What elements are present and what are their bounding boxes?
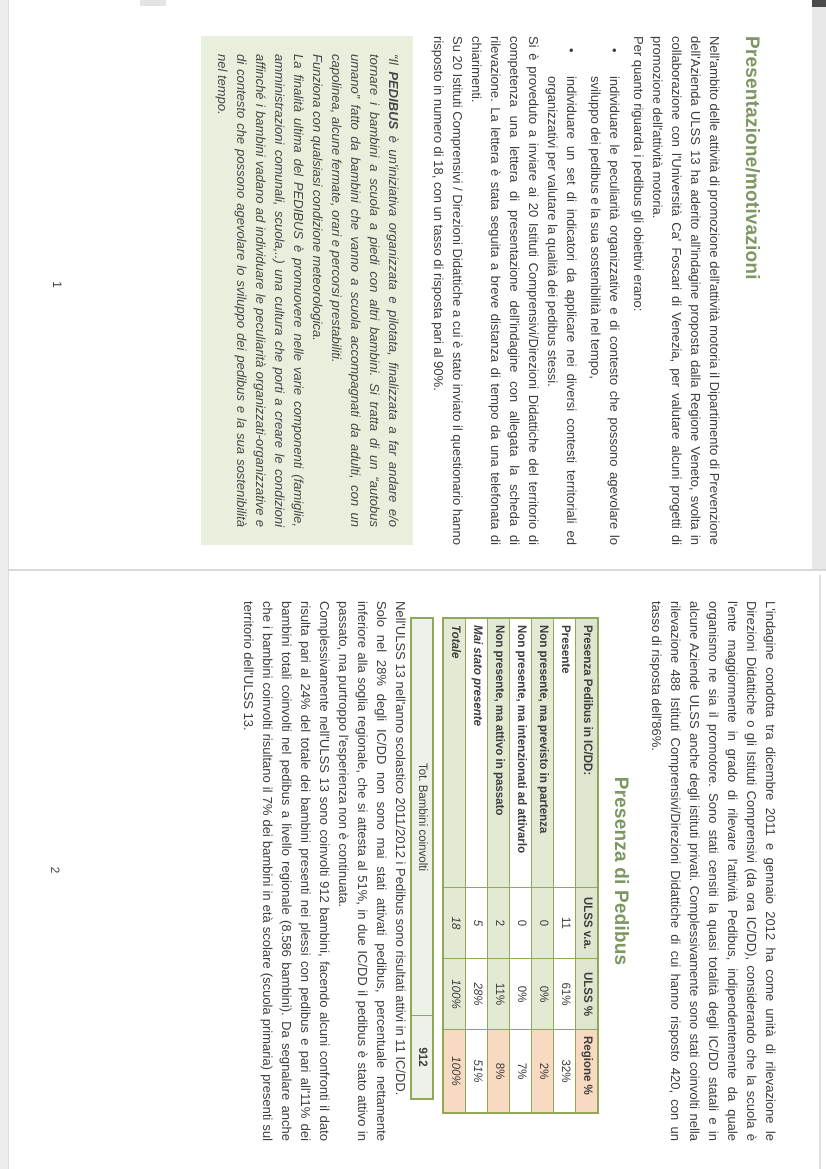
cell-regione-pct: 7%: [510, 1030, 532, 1114]
page-2: [8, 571, 826, 1169]
cell-ulss-va: 18: [443, 888, 466, 959]
table-row: [488, 618, 510, 1113]
cell-ulss-va: 11: [554, 888, 576, 959]
table-row: [532, 618, 554, 1113]
row-label: Presente: [554, 618, 576, 888]
page-2-content: [8, 571, 826, 1169]
row-label: Non presente, ma previsto in partenza: [532, 618, 554, 888]
infobox-definition: [327, 54, 403, 527]
scan-bed-right: [812, 0, 826, 570]
scan-right-edge-line: [819, 575, 821, 1169]
page-divider-line: [8, 569, 826, 571]
cell-ulss-pct: 100%: [443, 959, 466, 1030]
scan-smudge: [140, 0, 166, 6]
row-label: Non presente, ma attivo in passato: [488, 618, 510, 888]
pedibus-term: PEDIBUS: [386, 71, 401, 130]
row-label: Mai stato presente: [466, 618, 488, 888]
cell-regione-pct: 51%: [466, 1030, 488, 1114]
pedibus-infobox: [201, 36, 413, 545]
scan-corner-mark: [812, 0, 826, 7]
response-paragraph: Su 20 Istituti Comprensivi / Direzioni Didattiche a cui è stato inviato il questionario hanno risposto in numero di 18, con un tasso di risposta pari al 90%.: [431, 36, 465, 545]
table-row: [466, 618, 488, 1113]
page-number: 1: [50, 281, 64, 288]
infobox-purpose: La finalità ultima del PEDIBUS è promuovere nelle varie componenti (famiglie, amministrazioni comunali, scuola,..) una cultura che porti a creare le condizioni affinché i bambini vadano ad individuare le peculiarità organizzati-organizzative e di contesto che possono agevolare lo sviluppo dei pedibus e la sua sostenibilità nel tempo.: [215, 54, 306, 527]
col-header-ulss-va: ULSS v.a.: [576, 888, 599, 959]
cell-ulss-va: 2: [488, 888, 510, 959]
pedibus-presence-table: [442, 617, 599, 1114]
table-header-row: [576, 618, 599, 1113]
cell-ulss-pct: 61%: [554, 959, 576, 1030]
survey-paragraph: L'indagine condotta tra dicembre 2011 e gennaio 2012 ha come unità di rilevazione le Direzioni Didattiche o gli Istituti Comprensivi (da ora IC/DD), considerando che la scuola è l'ente maggiormente in grado di rilevare l'attività Pedibus, indipendentemente da quale organismo ne sia il promotore. Sono stati censiti la quasi totalità degli IC/DD statali e in alcune Aziende ULSS anche degli istituti privati. Complessivamente sono stati coinvolti nella rilevazione 488 Istituti Comprensivi/Direzioni Didattiche di cui hanno risposto 420, con un tasso di risposta dell'86%.: [649, 601, 778, 1141]
cell-ulss-pct: 11%: [488, 959, 510, 1030]
row-label: Totale: [443, 618, 466, 888]
section-heading: Presenza di Pedibus: [610, 776, 631, 966]
page-1-content: [8, 0, 812, 569]
table-row: [554, 618, 576, 1113]
cell-regione-pct: 2%: [532, 1030, 554, 1114]
totals-row: [443, 618, 466, 1113]
percentage-paragraph: Solo nel 28% degli IC/DD non sono mai stati attivati pedibus, percentuale nettamente inferiore alla soglia regionale, che si attesta al 51%, in due IC/DD il pedibus è stato attivo in passato, ma purtroppo l'esperienza non è continuata.: [336, 601, 389, 1141]
children-total-row: [410, 617, 434, 1100]
cell-ulss-pct: 28%: [466, 959, 488, 1030]
page-number: 2: [48, 866, 62, 874]
intro-paragraph: Nell'ambito delle attività di promozione dell'attività motoria il Dipartimento di Prevenzione dell'Azienda ULSS 13 ha aderito all'indagine proposta dalla Regione Veneto, svolta in collaborazione con l'Università Ca' Foscari di Venezia, per valutare alcuni progetti di promozione dell'attività motoria.: [650, 36, 722, 545]
scan-left-edge: [0, 0, 9, 1169]
children-total-label: Tot. Bambini coinvolti: [411, 618, 433, 1016]
infobox-weather-note: Funziona con qualsiasi condizione meteorologica.: [310, 54, 325, 341]
page-1: [8, 0, 812, 569]
cell-ulss-pct: 0%: [532, 959, 554, 1030]
bullet-text: individuare le peculiarità organizzative e di contesto che possono agevolare lo sviluppo dei pedibus e la sua sostenibilità nel tempo,: [588, 76, 622, 545]
cell-regione-pct: 100%: [443, 1030, 466, 1114]
page-title: Presentazione/motivazioni: [741, 36, 762, 280]
infobox-definition-text: è un'iniziativa organizzata e pilotata, finalizzata a far andare e/o tornare i bambini a scuola a piedi con altri bambini. Si tratta di un “autobus umano” fatto da bambini che vanno a scuola accompagnati da adulti, con un capolinea, alcune fermate, orari e percorsi prestabiliti.: [329, 54, 401, 527]
col-header-presenza: Presenza Pedibus in IC/DD:: [576, 618, 599, 888]
cell-regione-pct: 32%: [554, 1030, 576, 1114]
cell-ulss-va: 0: [532, 888, 554, 959]
bullet-icon: •: [564, 48, 579, 53]
objectives-lead: Per quanto riguarda i pedibus gli obiettivi erano:: [631, 36, 646, 312]
cell-ulss-pct: 0%: [510, 959, 532, 1030]
row-label: Non presente, ma intenzionati ad attivarlo: [510, 618, 532, 888]
bullet-item: [543, 36, 581, 545]
letter-paragraph: Si è proveduto a inviare ai 20 Istituti Comprensivi/Direzioni Didattiche del territorio di competenza una lettera di presentazione dell'indagine con allegata la scheda di rilevazione. La lettera è stata seguita a breve distanza di tempo da una telefonata di chiarimenti.: [469, 36, 541, 545]
totals-paragraph: Complessivamente nell'ULSS 13 sono coinvolti 912 bambini, facendo alcuni confronti il dato risulta pari al 24% del totale dei bambini presenti nei plessi con pedibus e pari all'11% dei bambini totali coinvolti nel pedibus a livello regionale (8.586 bambini). Da segnalare anche che i bambini coinvolti risultano il 7% dei bambini in età scolare (scuola primaria) presenti sul territorio dell'ULSS 13.: [241, 601, 332, 1141]
infobox-quote-open: “Il: [386, 54, 401, 72]
bullet-icon: •: [607, 48, 622, 53]
ulss13-paragraph: Nell'ULSS 13 nell'anno scolastico 2011/2012 i Pedibus sono risultati attivi in 11 IC/DD.: [393, 601, 408, 1096]
cell-ulss-va: 5: [466, 888, 488, 959]
children-total-value: 912: [411, 1016, 433, 1100]
bullet-text: individuare un set di indicatori da applicare nei diversi contesti territoriali ed organizzativi per valutare la qualità dei pedibus stessi.: [545, 76, 579, 545]
bullet-item: [586, 36, 624, 545]
cell-ulss-va: 0: [510, 888, 532, 959]
table-row: [510, 618, 532, 1113]
cell-regione-pct: 8%: [488, 1030, 510, 1114]
col-header-ulss-pct: ULSS %: [576, 959, 599, 1030]
col-header-regione-pct: Regione %: [576, 1030, 599, 1114]
